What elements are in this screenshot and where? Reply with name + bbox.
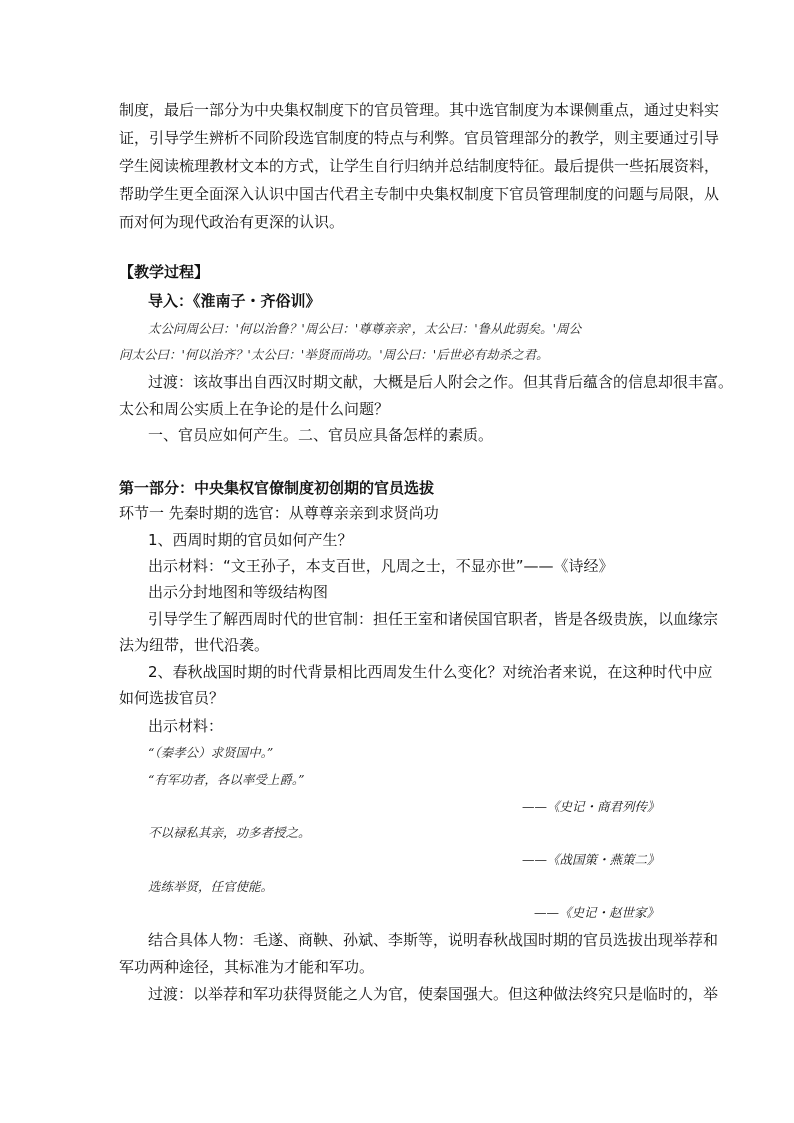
map-line: 出示分封地图和等级结构图 <box>148 583 329 601</box>
source-citation: ——《史记・赵世家》 <box>534 905 660 920</box>
source-citation: ——《史记・商君列传》 <box>522 799 660 814</box>
material-quote: 不以禄私其亲，功多者授之。 <box>148 825 311 840</box>
material-quote: “（秦孝公）求贤国中。” <box>148 745 274 760</box>
guide-line: 法为纽带，世代沿袭。 <box>119 636 270 654</box>
quote-line: 问太公曰：'何以治齐？'太公曰：'举贤而尚功。'周公曰：'后世必有劫杀之君。 <box>119 347 549 362</box>
answer-line: 一、官员应如何产生。二、官员应具备怎样的素质。 <box>148 426 494 444</box>
intro-line: 帮助学生更全面深入认识中国古代君主专制中央集权制度下官员管理制度的问题与局限，从 <box>119 185 720 203</box>
combine-line: 军功两种途径，其标准为才能和军功。 <box>119 958 375 976</box>
combine-line: 结合具体人物：毛遂、商鞅、孙斌、李斯等，说明春秋战国时期的官员选拔出现举荐和 <box>148 931 719 949</box>
quote-line: 太公问周公曰：'何以治鲁？'周公曰：'尊尊亲亲'，太公曰：'鲁从此弱矣。'周公 <box>148 321 582 336</box>
section-title: 环节一 先秦时期的选官：从尊尊亲亲到求贤尚功 <box>119 504 439 522</box>
question-2-line: 如何选拔官员？ <box>119 689 225 707</box>
intro-line: 而对何为现代政治有更深的认识。 <box>119 213 345 231</box>
transition-line: 过渡：该故事出自西汉时期文献，大概是后人附会之作。但其背后蕴含的信息却很丰富。 <box>148 373 734 391</box>
source-citation: ——《战国策・燕策二》 <box>522 852 660 867</box>
section-heading-process: 【教学过程】 <box>119 263 210 281</box>
material-quote: “有军功者，各以率受上爵。” <box>148 772 305 787</box>
intro-line: 制度，最后一部分为中央集权制度下的官员管理。其中选官制度为本课侧重点，通过史料实 <box>119 101 720 119</box>
transition-line-2: 过渡：以举荐和军功获得贤能之人为官，使秦国强大。但这种做法终究只是临时的，举 <box>148 985 719 1003</box>
question-1: 1、西周时期的官员如何产生？ <box>148 531 353 549</box>
guide-line: 引导学生了解西周时代的世官制：担任王室和诸侯国官职者，皆是各级贵族，以血缘宗 <box>148 610 719 628</box>
question-2-line: 2、春秋战国时期的时代背景相比西周发生什么变化？对统治者来说，在这种时代中应 <box>148 663 713 681</box>
material-label: 出示材料： <box>148 717 224 735</box>
material-quote: 选练举贤，任官使能。 <box>148 879 274 894</box>
part1-heading: 第一部分：中央集权官僚制度初创期的官员选拔 <box>119 479 435 497</box>
intro-line: 证，引导学生辨析不同阶段选官制度的特点与利弊。官员管理部分的教学，则主要通过引导 <box>119 129 720 147</box>
material-1: 出示材料：“文王孙子，本支百世，凡周之士，不显亦世”——《诗经》 <box>148 557 614 575</box>
intro-line: 学生阅读梳理教材文本的方式，让学生自行归纳并总结制度特征。最后提供一些拓展资料， <box>119 157 720 175</box>
transition-line: 太公和周公实质上在争论的是什么问题？ <box>119 400 390 418</box>
lead-in-title: 导入：《淮南子・齐俗训》 <box>148 292 321 310</box>
